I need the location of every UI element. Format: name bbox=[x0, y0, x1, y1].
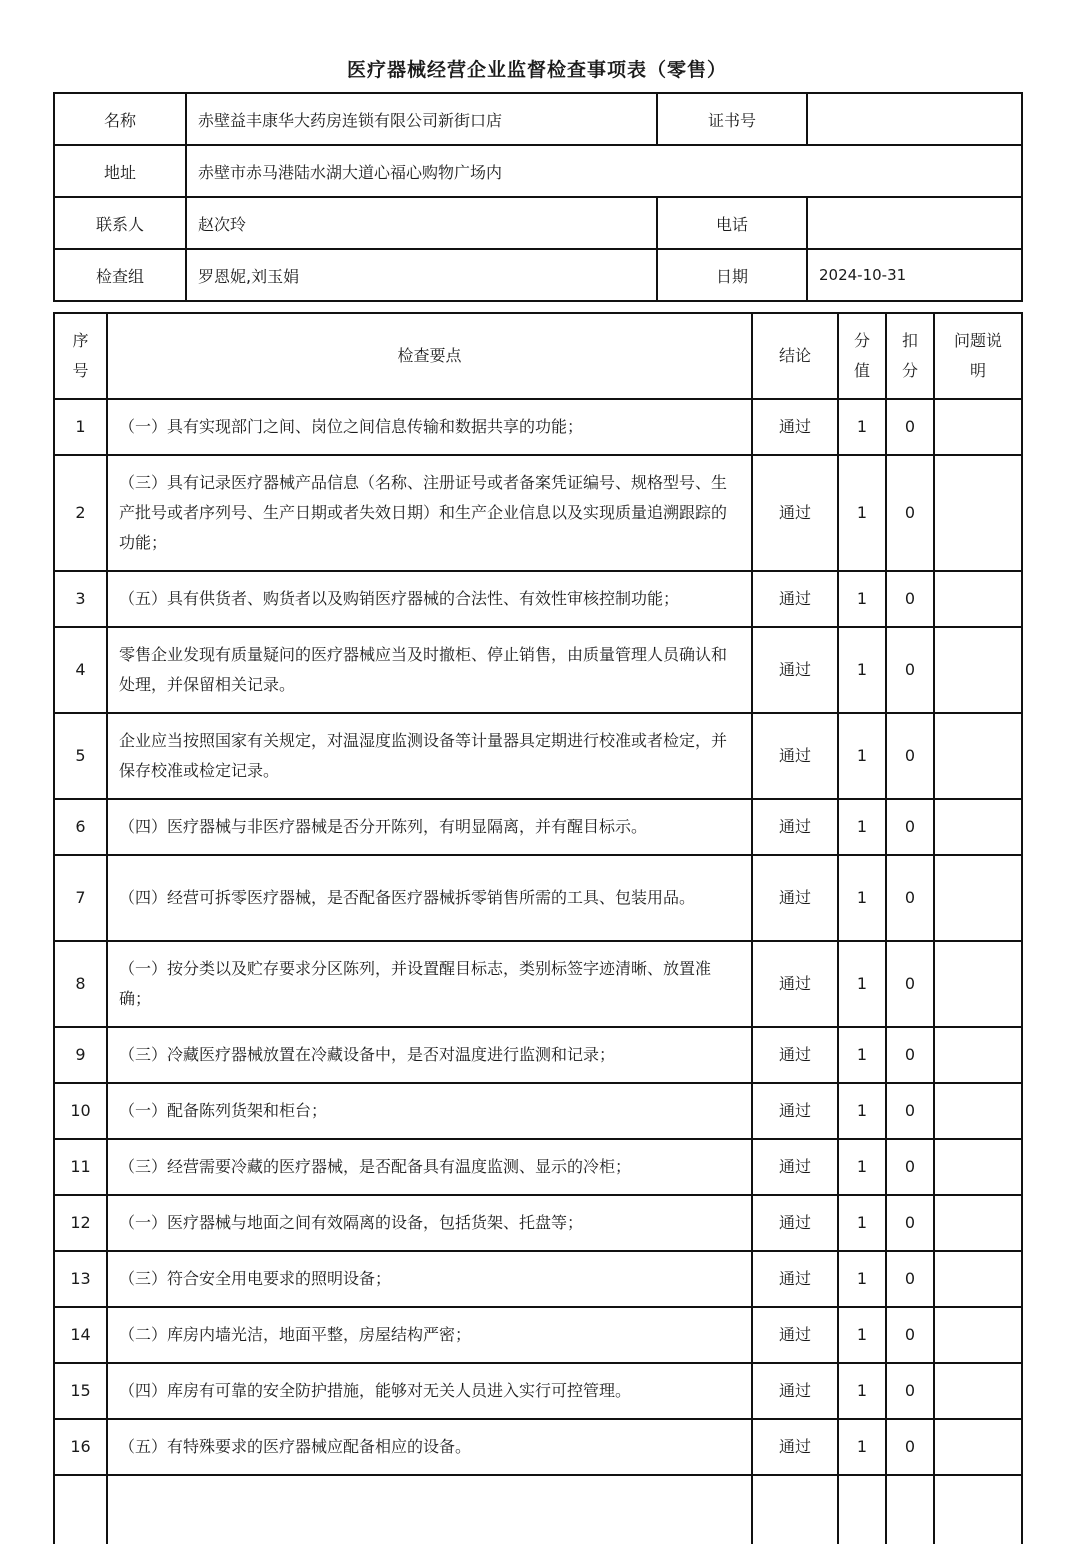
item-issue bbox=[934, 1139, 1022, 1195]
name-label: 名称 bbox=[54, 93, 186, 145]
item-deduct: 0 bbox=[886, 855, 934, 941]
item-seq: 4 bbox=[54, 627, 107, 713]
item-seq: 9 bbox=[54, 1027, 107, 1083]
item-result: 通过 bbox=[752, 1083, 838, 1139]
item-seq: 11 bbox=[54, 1139, 107, 1195]
info-row-contact bbox=[54, 197, 1022, 249]
item-description: （一）按分类以及贮存要求分区陈列，并设置醒目标志，类别标签字迹清晰、放置准确； bbox=[107, 941, 752, 1027]
item-deduct: 0 bbox=[886, 399, 934, 455]
item-deduct: 0 bbox=[886, 571, 934, 627]
item-deduct: 0 bbox=[886, 1307, 934, 1363]
header-score: 分值 bbox=[838, 313, 886, 399]
item-issue bbox=[934, 627, 1022, 713]
item-issue bbox=[934, 1307, 1022, 1363]
item-description: 企业应当按照国家有关规定，对温湿度监测设备等计量器具定期进行校准或者检定，并保存校准或检定记录。 bbox=[107, 713, 752, 799]
item-score: 1 bbox=[838, 1307, 886, 1363]
item-issue bbox=[934, 1251, 1022, 1307]
item-issue bbox=[934, 1195, 1022, 1251]
item-description: （三）具有记录医疗器械产品信息（名称、注册证号或者备案凭证编号、规格型号、生产批号或者序列号、生产日期或者失效日期）和生产企业信息以及实现质量追溯跟踪的功能； bbox=[107, 455, 752, 571]
item-score: 1 bbox=[838, 1251, 886, 1307]
empty-cell bbox=[54, 1475, 107, 1544]
empty-cell bbox=[752, 1475, 838, 1544]
table-row bbox=[54, 1195, 1022, 1251]
table-row bbox=[54, 713, 1022, 799]
item-seq: 7 bbox=[54, 855, 107, 941]
item-issue bbox=[934, 855, 1022, 941]
item-seq: 5 bbox=[54, 713, 107, 799]
item-seq: 10 bbox=[54, 1083, 107, 1139]
date-value: 2024-10-31 bbox=[807, 249, 1022, 301]
item-score: 1 bbox=[838, 571, 886, 627]
item-seq: 3 bbox=[54, 571, 107, 627]
item-seq: 2 bbox=[54, 455, 107, 571]
item-score: 1 bbox=[838, 799, 886, 855]
table-row bbox=[54, 799, 1022, 855]
item-result: 通过 bbox=[752, 627, 838, 713]
item-result: 通过 bbox=[752, 1363, 838, 1419]
item-issue bbox=[934, 1083, 1022, 1139]
item-score: 1 bbox=[838, 713, 886, 799]
table-row bbox=[54, 1251, 1022, 1307]
item-seq: 16 bbox=[54, 1419, 107, 1475]
item-description: （一）配备陈列货架和柜台； bbox=[107, 1083, 752, 1139]
item-result: 通过 bbox=[752, 571, 838, 627]
table-row bbox=[54, 941, 1022, 1027]
item-score: 1 bbox=[838, 1363, 886, 1419]
phone-label: 电话 bbox=[657, 197, 807, 249]
group-label: 检查组 bbox=[54, 249, 186, 301]
item-result: 通过 bbox=[752, 1307, 838, 1363]
item-description: （二）库房内墙光洁，地面平整，房屋结构严密； bbox=[107, 1307, 752, 1363]
address-label: 地址 bbox=[54, 145, 186, 197]
item-result: 通过 bbox=[752, 399, 838, 455]
table-row bbox=[54, 855, 1022, 941]
item-deduct: 0 bbox=[886, 1139, 934, 1195]
item-deduct: 0 bbox=[886, 941, 934, 1027]
item-result: 通过 bbox=[752, 1195, 838, 1251]
item-issue bbox=[934, 1027, 1022, 1083]
table-row bbox=[54, 1083, 1022, 1139]
item-result: 通过 bbox=[752, 1251, 838, 1307]
table-header-row bbox=[54, 313, 1022, 399]
empty-cell bbox=[886, 1475, 934, 1544]
item-description: （一）医疗器械与地面之间有效隔离的设备，包括货架、托盘等； bbox=[107, 1195, 752, 1251]
item-issue bbox=[934, 1363, 1022, 1419]
table-row bbox=[54, 571, 1022, 627]
item-result: 通过 bbox=[752, 1139, 838, 1195]
item-issue bbox=[934, 941, 1022, 1027]
item-description: 零售企业发现有质量疑问的医疗器械应当及时撤柜、停止销售，由质量管理人员确认和处理，并保留相关记录。 bbox=[107, 627, 752, 713]
table-row bbox=[54, 1027, 1022, 1083]
item-deduct: 0 bbox=[886, 1419, 934, 1475]
item-seq: 1 bbox=[54, 399, 107, 455]
item-score: 1 bbox=[838, 627, 886, 713]
name-value: 赤壁益丰康华大药房连锁有限公司新街口店 bbox=[186, 93, 657, 145]
item-seq: 6 bbox=[54, 799, 107, 855]
item-description: （四）医疗器械与非医疗器械是否分开陈列，有明显隔离，并有醒目标示。 bbox=[107, 799, 752, 855]
date-label: 日期 bbox=[657, 249, 807, 301]
table-row bbox=[54, 1307, 1022, 1363]
item-description: （一）具有实现部门之间、岗位之间信息传输和数据共享的功能； bbox=[107, 399, 752, 455]
item-description: （四）经营可拆零医疗器械，是否配备医疗器械拆零销售所需的工具、包装用品。 bbox=[107, 855, 752, 941]
header-seq: 序号 bbox=[54, 313, 107, 399]
phone-value bbox=[807, 197, 1022, 249]
table-row bbox=[54, 1363, 1022, 1419]
table-row-continued bbox=[54, 1475, 1022, 1544]
item-score: 1 bbox=[838, 1083, 886, 1139]
header-conclusion: 结论 bbox=[752, 313, 838, 399]
item-issue bbox=[934, 571, 1022, 627]
cert-label: 证书号 bbox=[657, 93, 807, 145]
table-row bbox=[54, 1419, 1022, 1475]
contact-value: 赵次玲 bbox=[186, 197, 657, 249]
item-score: 1 bbox=[838, 1139, 886, 1195]
item-score: 1 bbox=[838, 855, 886, 941]
item-result: 通过 bbox=[752, 713, 838, 799]
item-seq: 12 bbox=[54, 1195, 107, 1251]
item-deduct: 0 bbox=[886, 627, 934, 713]
table-row bbox=[54, 1139, 1022, 1195]
item-description: （三）冷藏医疗器械放置在冷藏设备中，是否对温度进行监测和记录； bbox=[107, 1027, 752, 1083]
inspection-table bbox=[53, 312, 1023, 1544]
item-seq: 8 bbox=[54, 941, 107, 1027]
item-score: 1 bbox=[838, 455, 886, 571]
item-issue bbox=[934, 1419, 1022, 1475]
info-row-group bbox=[54, 249, 1022, 301]
item-issue bbox=[934, 799, 1022, 855]
item-description: （三）符合安全用电要求的照明设备； bbox=[107, 1251, 752, 1307]
item-score: 1 bbox=[838, 399, 886, 455]
empty-cell bbox=[107, 1475, 752, 1544]
item-deduct: 0 bbox=[886, 1363, 934, 1419]
item-result: 通过 bbox=[752, 1027, 838, 1083]
item-description: （五）有特殊要求的医疗器械应配备相应的设备。 bbox=[107, 1419, 752, 1475]
page-title: 医疗器械经营企业监督检查事项表（零售） bbox=[346, 59, 727, 81]
table-row bbox=[54, 627, 1022, 713]
item-issue bbox=[934, 455, 1022, 571]
item-deduct: 0 bbox=[886, 1083, 934, 1139]
header-issue: 问题说明 bbox=[934, 313, 1022, 399]
empty-cell bbox=[838, 1475, 886, 1544]
item-deduct: 0 bbox=[886, 455, 934, 571]
group-value: 罗恩妮,刘玉娟 bbox=[186, 249, 657, 301]
item-deduct: 0 bbox=[886, 713, 934, 799]
table-row bbox=[54, 399, 1022, 455]
item-description: （三）经营需要冷藏的医疗器械，是否配备具有温度监测、显示的冷柜； bbox=[107, 1139, 752, 1195]
info-table bbox=[53, 92, 1023, 302]
item-score: 1 bbox=[838, 941, 886, 1027]
item-result: 通过 bbox=[752, 455, 838, 571]
contact-label: 联系人 bbox=[54, 197, 186, 249]
header-deduct: 扣分 bbox=[886, 313, 934, 399]
info-row-name bbox=[54, 93, 1022, 145]
table-row bbox=[54, 455, 1022, 571]
item-score: 1 bbox=[838, 1027, 886, 1083]
item-deduct: 0 bbox=[886, 1195, 934, 1251]
item-description: （五）具有供货者、购货者以及购销医疗器械的合法性、有效性审核控制功能； bbox=[107, 571, 752, 627]
header-points: 检查要点 bbox=[107, 313, 752, 399]
item-score: 1 bbox=[838, 1195, 886, 1251]
item-result: 通过 bbox=[752, 941, 838, 1027]
item-result: 通过 bbox=[752, 799, 838, 855]
item-seq: 15 bbox=[54, 1363, 107, 1419]
empty-cell bbox=[934, 1475, 1022, 1544]
item-score: 1 bbox=[838, 1419, 886, 1475]
address-value: 赤壁市赤马港陆水湖大道心福心购物广场内 bbox=[186, 145, 1022, 197]
item-seq: 13 bbox=[54, 1251, 107, 1307]
item-deduct: 0 bbox=[886, 799, 934, 855]
item-issue bbox=[934, 713, 1022, 799]
item-deduct: 0 bbox=[886, 1251, 934, 1307]
item-seq: 14 bbox=[54, 1307, 107, 1363]
item-result: 通过 bbox=[752, 1419, 838, 1475]
item-result: 通过 bbox=[752, 855, 838, 941]
item-issue bbox=[934, 399, 1022, 455]
cert-value bbox=[807, 93, 1022, 145]
info-row-address bbox=[54, 145, 1022, 197]
item-deduct: 0 bbox=[886, 1027, 934, 1083]
item-description: （四）库房有可靠的安全防护措施，能够对无关人员进入实行可控管理。 bbox=[107, 1363, 752, 1419]
